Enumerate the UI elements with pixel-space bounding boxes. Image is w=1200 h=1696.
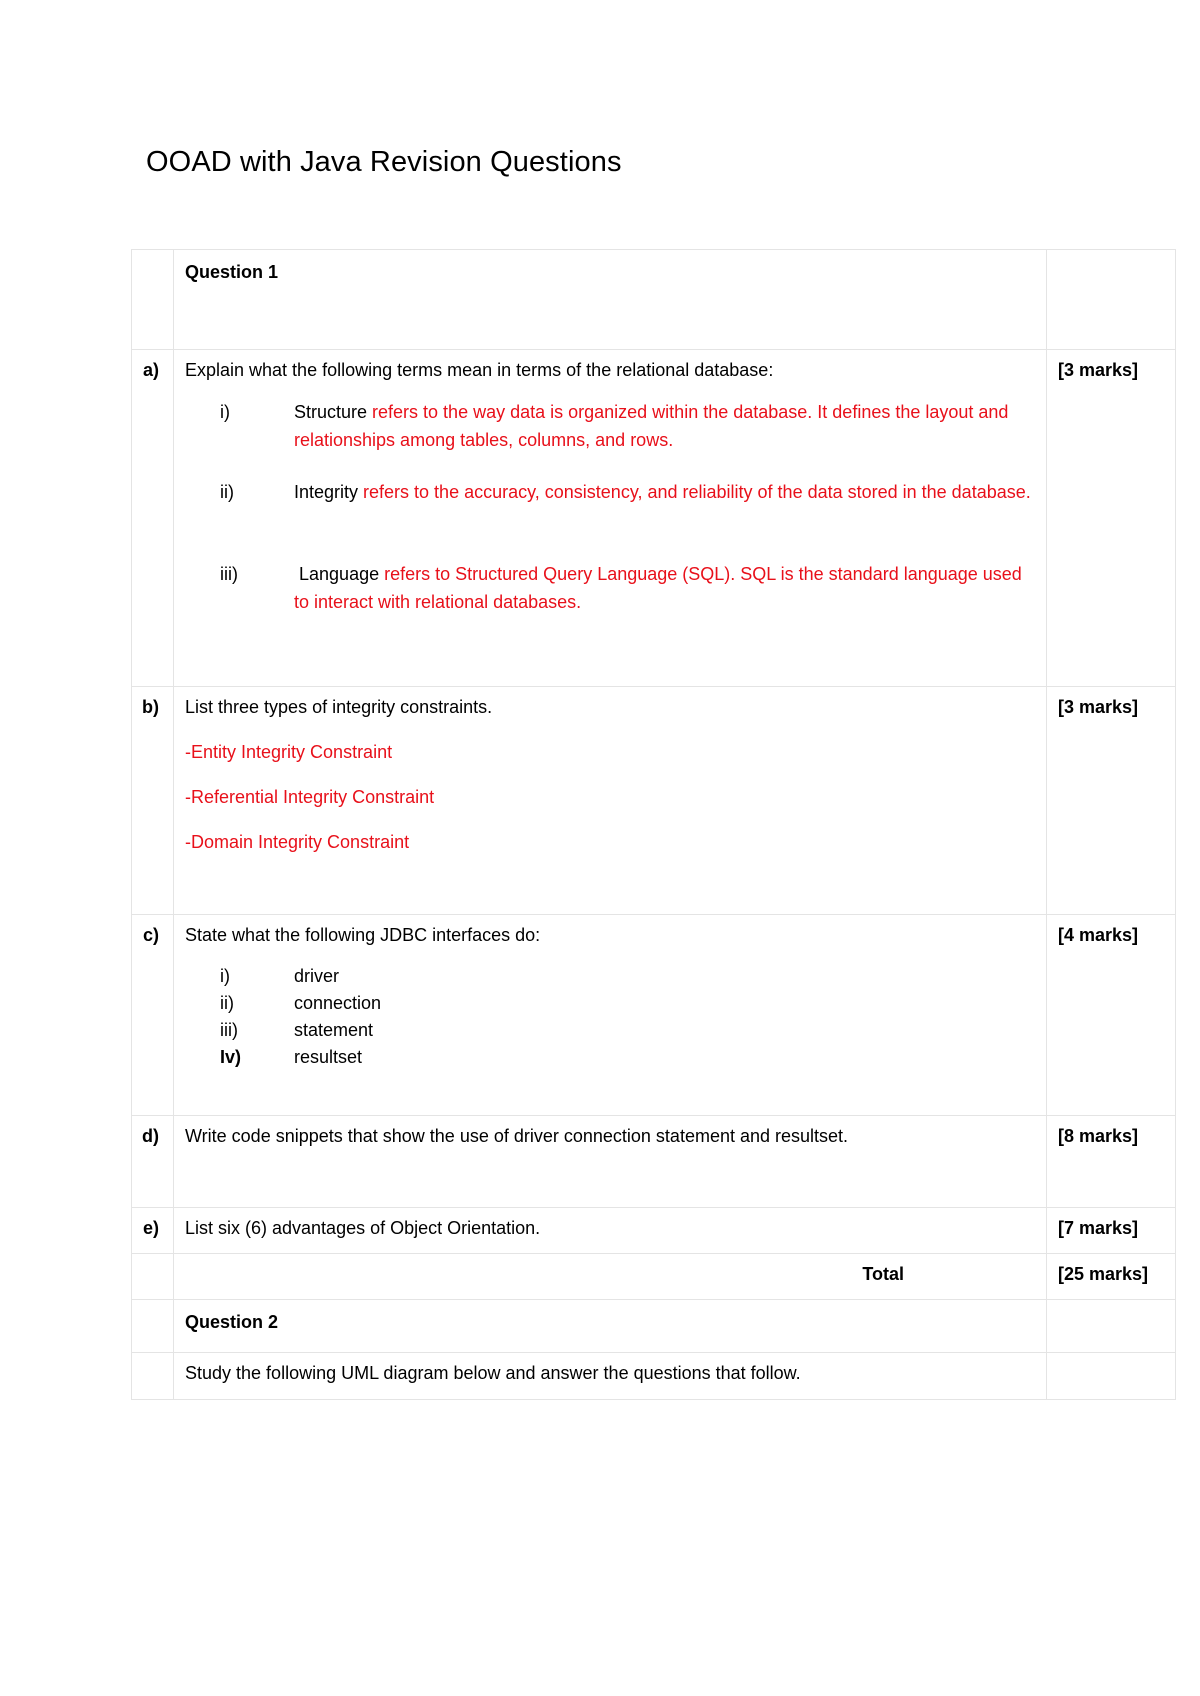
question-d-row — [132, 1116, 1176, 1208]
question-c-marks: [4 marks] — [1047, 915, 1176, 1116]
question-e-prompt: List six (6) advantages of Object Orientation. — [174, 1208, 1047, 1254]
list-item: ii) connection — [220, 993, 382, 1013]
question-a-item-1 — [185, 398, 1036, 454]
item-answer: refers to the accuracy, consistency, and reliability of the data stored in the database. — [358, 482, 1031, 502]
question-b-answer-3: -Domain Integrity Constraint — [185, 832, 410, 852]
question-b-answer-1: -Entity Integrity Constraint — [185, 742, 393, 762]
questions-table — [131, 249, 1176, 1400]
question-b-prompt: List three types of integrity constraints. — [185, 697, 493, 717]
question-d-marks: [8 marks] — [1047, 1116, 1176, 1208]
total-label: Total — [174, 1254, 1047, 1300]
question-d-letter: d) — [132, 1116, 174, 1208]
document-title: OOAD with Java Revision Questions — [146, 146, 622, 178]
question-a-marks: [3 marks] — [1047, 350, 1176, 687]
question-a-letter: a) — [132, 350, 174, 687]
list-item: Iv) resultset — [220, 1047, 363, 1067]
question-b-letter: b) — [132, 687, 174, 915]
item-number: ii) — [220, 482, 234, 502]
question-b-marks: [3 marks] — [1047, 687, 1176, 915]
item-answer: refers to the way data is organized within the database. It defines the layout and relationships among tables, columns, and rows. — [294, 402, 1009, 450]
question-d-prompt: Write code snippets that show the use of driver connection statement and resultset. — [174, 1116, 1047, 1208]
question-c-content — [174, 915, 1047, 1116]
question2-prompt-row — [132, 1353, 1176, 1400]
question-a-row — [132, 350, 1176, 687]
question-c-row — [132, 915, 1176, 1116]
question-a-item-2 — [185, 478, 1036, 506]
item-term: Structure — [294, 402, 368, 422]
question-e-row — [132, 1208, 1176, 1254]
question-e-letter: e) — [132, 1208, 174, 1254]
list-item: iii) statement — [220, 1020, 374, 1040]
item-number: i) — [220, 402, 230, 422]
item-term: Language — [294, 564, 380, 584]
question1-heading-row — [132, 250, 1176, 350]
question-a-content — [174, 350, 1047, 687]
item-term: Integrity — [294, 482, 359, 502]
question-c-list — [185, 963, 1036, 1071]
question2-heading-row — [132, 1300, 1176, 1353]
question-c-letter: c) — [132, 915, 174, 1116]
question1-heading: Question 1 — [174, 250, 1047, 350]
question-a-prompt: Explain what the following terms mean in terms of the relational database: — [185, 360, 774, 380]
question2-prompt: Study the following UML diagram below and answer the questions that follow. — [174, 1353, 1047, 1400]
question-e-marks: [7 marks] — [1047, 1208, 1176, 1254]
item-number: iii) — [220, 564, 238, 584]
total-row — [132, 1254, 1176, 1300]
question-b-answer-2: -Referential Integrity Constraint — [185, 787, 435, 807]
total-marks: [25 marks] — [1047, 1254, 1176, 1300]
question-b-content — [174, 687, 1047, 915]
question-b-row — [132, 687, 1176, 915]
question-c-prompt: State what the following JDBC interfaces do: — [185, 925, 541, 945]
list-item: i) driver — [220, 966, 340, 986]
question2-heading: Question 2 — [174, 1300, 1047, 1353]
question-a-item-3 — [185, 560, 1036, 616]
item-answer: refers to Structured Query Language (SQL). SQL is the standard language used to interact with relational databases. — [294, 564, 1027, 612]
